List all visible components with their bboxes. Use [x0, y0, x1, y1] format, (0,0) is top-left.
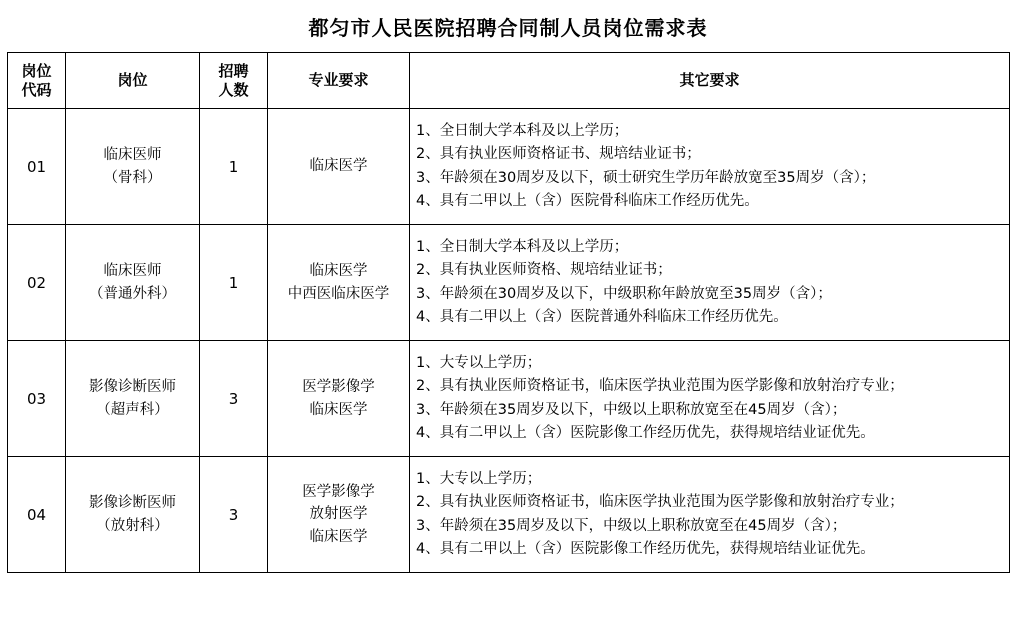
- cell-post-name: [66, 341, 200, 457]
- header-cell-major: 专业要求: [268, 53, 410, 109]
- cell-post-code: 01: [8, 109, 66, 225]
- post-line: 影像诊断医师: [89, 379, 176, 396]
- header-cell-number: [200, 53, 268, 109]
- cell-headcount: 3: [200, 457, 268, 573]
- cell-post-name: [66, 225, 200, 341]
- cell-major: [268, 341, 410, 457]
- cell-headcount: 1: [200, 225, 268, 341]
- header-cell-post: 岗位: [66, 53, 200, 109]
- header-code-line2: 代码: [21, 80, 52, 99]
- post-line: （骨科）: [103, 169, 162, 186]
- requirement-line: 4、具有二甲以上（含）医院影像工作经历优先，获得规培结业证优先。: [416, 540, 875, 557]
- requirement-line: 2、具有执业医师资格证书，临床医学执业范围为医学影像和放射治疗专业；: [416, 494, 904, 511]
- post-line: （超声科）: [96, 401, 169, 418]
- post-line: 临床医师: [103, 263, 162, 280]
- requirement-line: 3、年龄须在30周岁及以下，硕士研究生学历年龄放宽至35周岁（含）；: [416, 169, 876, 186]
- cell-other-requirements: [410, 457, 1010, 573]
- cell-headcount: 3: [200, 341, 268, 457]
- requirement-line: 3、年龄须在35周岁及以下，中级以上职称放宽至在45周岁（含）；: [416, 517, 847, 534]
- header-number-line2: 人数: [218, 80, 249, 99]
- major-line: 中西医临床医学: [287, 285, 390, 302]
- major-line: 临床医学: [309, 158, 368, 175]
- header-code-line1: 岗位: [21, 61, 52, 80]
- table-row: [8, 109, 1010, 225]
- post-line: 临床医师: [103, 147, 162, 164]
- major-line: 医学影像学: [302, 379, 375, 396]
- requirement-line: 1、大专以上学历；: [416, 470, 542, 487]
- requirement-line: 2、具有执业医师资格证书，临床医学执业范围为医学影像和放射治疗专业；: [416, 378, 904, 395]
- major-line: 临床医学: [309, 528, 368, 545]
- requirement-line: 1、大专以上学历；: [416, 354, 542, 371]
- requirement-line: 2、具有执业医师资格证书、规培结业证书；: [416, 146, 701, 163]
- cell-major: [268, 225, 410, 341]
- cell-post-name: [66, 457, 200, 573]
- recruitment-requirements-table: [7, 52, 1010, 573]
- post-line: （放射科）: [96, 517, 169, 534]
- table-header: [8, 53, 1010, 109]
- requirement-line: 4、具有二甲以上（含）医院骨科临床工作经历优先。: [416, 192, 759, 209]
- table-header-row: [8, 53, 1010, 109]
- table-row: [8, 341, 1010, 457]
- cell-other-requirements: [410, 109, 1010, 225]
- table-body: [8, 109, 1010, 573]
- cell-post-name: [66, 109, 200, 225]
- cell-post-code: 04: [8, 457, 66, 573]
- requirement-line: 4、具有二甲以上（含）医院普通外科临床工作经历优先。: [416, 308, 788, 325]
- requirement-line: 2、具有执业医师资格、规培结业证书；: [416, 262, 672, 279]
- requirement-line: 3、年龄须在30周岁及以下，中级职称年龄放宽至35周岁（含）；: [416, 285, 832, 302]
- requirement-line: 3、年龄须在35周岁及以下，中级以上职称放宽至在45周岁（含）；: [416, 401, 847, 418]
- major-line: 临床医学: [309, 263, 368, 280]
- requirement-line: 1、全日制大学本科及以上学历；: [416, 238, 629, 255]
- requirement-line: 1、全日制大学本科及以上学历；: [416, 122, 629, 139]
- table-row: [8, 225, 1010, 341]
- cell-major: [268, 109, 410, 225]
- post-line: （普通外科）: [89, 285, 176, 302]
- major-line: 医学影像学: [302, 483, 375, 500]
- header-cell-code: [8, 53, 66, 109]
- cell-headcount: 1: [200, 109, 268, 225]
- page-title: 都匀市人民医院招聘合同制人员岗位需求表: [308, 16, 708, 40]
- cell-major: [268, 457, 410, 573]
- requirement-line: 4、具有二甲以上（含）医院影像工作经历优先，获得规培结业证优先。: [416, 424, 875, 441]
- major-line: 放射医学: [309, 506, 368, 523]
- cell-post-code: 03: [8, 341, 66, 457]
- major-line: 临床医学: [309, 401, 368, 418]
- cell-other-requirements: [410, 341, 1010, 457]
- cell-post-code: 02: [8, 225, 66, 341]
- table-row: [8, 457, 1010, 573]
- post-line: 影像诊断医师: [89, 495, 176, 512]
- header-number-line1: 招聘: [218, 61, 249, 80]
- cell-other-requirements: [410, 225, 1010, 341]
- header-cell-other: 其它要求: [410, 53, 1010, 109]
